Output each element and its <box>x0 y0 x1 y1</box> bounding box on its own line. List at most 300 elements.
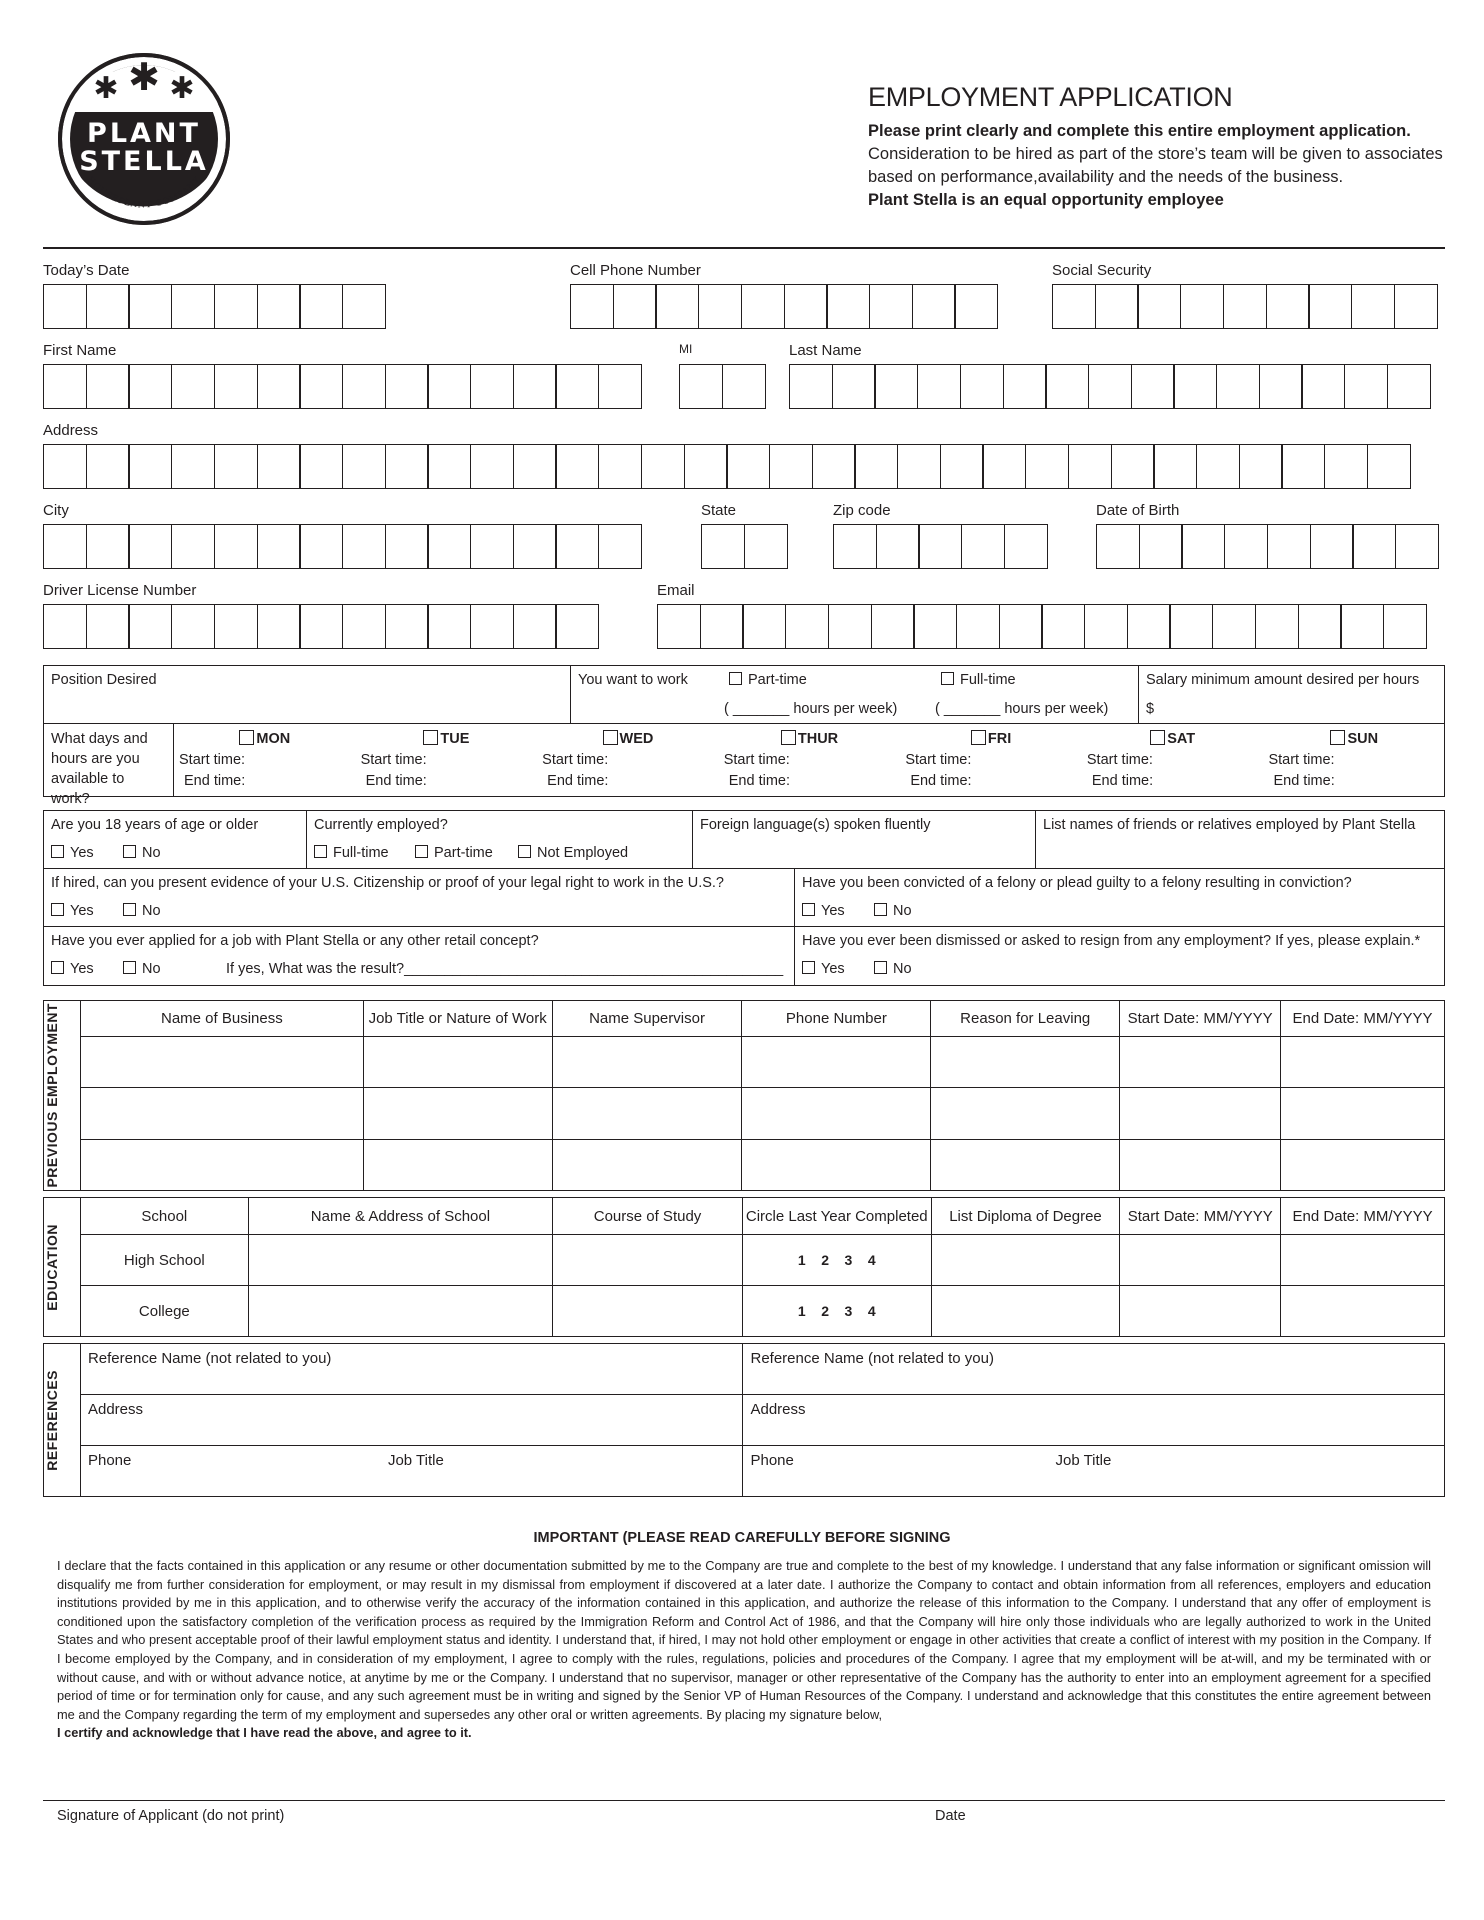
driver-license-boxes[interactable] <box>43 604 598 649</box>
input-box[interactable] <box>385 604 429 649</box>
input-box[interactable] <box>1153 444 1197 489</box>
input-box[interactable] <box>1181 524 1225 569</box>
references-side-label: REFERENCES <box>44 1344 81 1497</box>
input-box[interactable] <box>1298 604 1342 649</box>
applied-result-field[interactable]: If yes, What was the result?_______________________________________________ <box>226 961 784 977</box>
input-box[interactable] <box>342 604 386 649</box>
day-checkbox[interactable]: TUE <box>356 730 538 747</box>
input-box[interactable] <box>1045 364 1089 409</box>
day-checkbox[interactable]: FRI <box>900 730 1082 747</box>
input-box[interactable] <box>684 444 728 489</box>
end-time-field[interactable]: End time: <box>1091 773 1154 789</box>
mi-label: MI <box>679 342 693 356</box>
input-box[interactable] <box>598 444 642 489</box>
input-box[interactable] <box>570 284 614 329</box>
table-cell[interactable] <box>931 1088 1120 1139</box>
input-box[interactable] <box>299 364 343 409</box>
citizen-no-checkbox[interactable]: No <box>123 903 161 919</box>
end-time-field[interactable]: End time: <box>547 773 609 789</box>
input-box[interactable] <box>655 284 699 329</box>
end-time-field[interactable]: End time: <box>1273 773 1335 789</box>
input-box[interactable] <box>43 284 87 329</box>
input-box[interactable] <box>1340 604 1384 649</box>
input-box[interactable] <box>1196 444 1240 489</box>
input-box[interactable] <box>257 284 301 329</box>
input-box[interactable] <box>940 444 984 489</box>
input-box[interactable] <box>812 444 856 489</box>
input-box[interactable] <box>1025 444 1069 489</box>
input-box[interactable] <box>342 364 386 409</box>
applied-yes-checkbox[interactable]: Yes <box>51 961 94 977</box>
todays-date-boxes[interactable] <box>43 284 385 329</box>
input-box[interactable] <box>769 444 813 489</box>
input-box[interactable] <box>86 284 130 329</box>
input-box[interactable] <box>1068 444 1112 489</box>
input-box[interactable] <box>171 604 215 649</box>
input-box[interactable] <box>1131 364 1175 409</box>
start-time-field[interactable]: Start time: <box>1268 752 1335 768</box>
input-box[interactable] <box>470 604 514 649</box>
dob-label: Date of Birth <box>1096 502 1180 519</box>
input-box[interactable] <box>214 444 258 489</box>
input-box[interactable] <box>128 524 172 569</box>
last-name-boxes[interactable] <box>789 364 1430 409</box>
input-box[interactable] <box>1041 604 1085 649</box>
reference-1-address[interactable]: Address <box>80 1395 743 1446</box>
start-time-field[interactable]: Start time: <box>905 752 972 768</box>
input-box[interactable] <box>513 524 557 569</box>
input-box[interactable] <box>854 444 898 489</box>
end-time-field[interactable]: End time: <box>365 773 427 789</box>
end-time-field[interactable]: End time: <box>184 773 246 789</box>
input-box[interactable] <box>1266 284 1310 329</box>
column-header: Start Date: MM/YYYY <box>1120 1198 1281 1235</box>
input-box[interactable] <box>1169 604 1213 649</box>
input-box[interactable] <box>128 364 172 409</box>
input-box[interactable] <box>1224 524 1268 569</box>
input-box[interactable] <box>1324 444 1368 489</box>
table-cell[interactable] <box>1281 1139 1445 1190</box>
input-box[interactable] <box>555 604 599 649</box>
table-cell[interactable] <box>80 1037 363 1088</box>
input-box[interactable] <box>1352 524 1396 569</box>
employed-question: Currently employed? Full-time Part-time Not Employed <box>307 811 693 869</box>
table-cell[interactable] <box>248 1286 552 1337</box>
felony-yes-checkbox[interactable]: Yes <box>802 903 845 919</box>
date-label: Date <box>935 1808 966 1824</box>
part-time-hours[interactable]: ( _______ hours per week) <box>724 701 898 717</box>
input-box[interactable] <box>956 604 1000 649</box>
input-box[interactable] <box>555 444 599 489</box>
start-time-field[interactable]: Start time: <box>723 752 790 768</box>
input-box[interactable] <box>86 364 130 409</box>
end-time-field[interactable]: End time: <box>728 773 790 789</box>
input-box[interactable] <box>470 524 514 569</box>
input-box[interactable] <box>1212 604 1256 649</box>
column-header: Circle Last Year Completed <box>742 1198 931 1235</box>
input-box[interactable] <box>171 364 215 409</box>
input-box[interactable] <box>982 444 1026 489</box>
table-cell[interactable] <box>742 1037 931 1088</box>
input-box[interactable] <box>1255 604 1299 649</box>
input-box[interactable] <box>1351 284 1395 329</box>
input-box[interactable] <box>742 604 786 649</box>
input-box[interactable] <box>86 524 130 569</box>
input-box[interactable] <box>1383 604 1427 649</box>
day-checkbox[interactable]: THUR <box>719 730 901 747</box>
table-cell[interactable] <box>1120 1037 1281 1088</box>
column-header: Start Date: MM/YYYY <box>1120 1001 1281 1037</box>
social-security-boxes[interactable] <box>1052 284 1436 329</box>
input-box[interactable] <box>128 444 172 489</box>
input-box[interactable] <box>1180 284 1224 329</box>
age-question: Are you 18 years of age or older Yes No <box>44 811 307 869</box>
table-cell[interactable] <box>931 1139 1120 1190</box>
input-box[interactable] <box>427 364 471 409</box>
table-cell[interactable] <box>1120 1139 1281 1190</box>
dismissed-no-checkbox[interactable]: No <box>874 961 912 977</box>
start-time-field[interactable]: Start time: <box>360 752 427 768</box>
input-box[interactable] <box>1173 364 1217 409</box>
table-cell[interactable] <box>1120 1286 1281 1337</box>
checkbox-icon <box>51 961 64 974</box>
input-box[interactable] <box>513 604 557 649</box>
input-box[interactable] <box>257 524 301 569</box>
input-box[interactable] <box>86 604 130 649</box>
input-box[interactable] <box>171 444 215 489</box>
input-box[interactable] <box>701 524 745 569</box>
input-box[interactable] <box>86 444 130 489</box>
input-box[interactable] <box>299 284 343 329</box>
input-box[interactable] <box>214 284 258 329</box>
input-box[interactable] <box>214 604 258 649</box>
table-cell[interactable] <box>931 1037 1120 1088</box>
end-time-field[interactable]: End time: <box>910 773 972 789</box>
input-box[interactable] <box>741 284 785 329</box>
checkbox-icon <box>603 730 618 745</box>
applied-no-checkbox[interactable]: No <box>123 961 161 977</box>
table-cell[interactable] <box>742 1088 931 1139</box>
start-time-field[interactable]: Start time: <box>542 752 609 768</box>
employed-full-checkbox[interactable]: Full-time <box>314 845 389 861</box>
input-box[interactable] <box>917 364 961 409</box>
input-box[interactable] <box>999 604 1043 649</box>
education-side-label: EDUCATION <box>44 1198 81 1337</box>
column-header: Reason for Leaving <box>931 1001 1120 1037</box>
table-row <box>44 1037 1445 1088</box>
friends-field[interactable]: List names of friends or relatives employed by Plant Stella <box>1036 811 1445 869</box>
input-box[interactable] <box>214 524 258 569</box>
plant-stella-logo <box>57 52 231 226</box>
table-cell[interactable] <box>553 1286 743 1337</box>
reference-2-address[interactable]: Address <box>743 1395 1445 1446</box>
input-box[interactable] <box>43 364 87 409</box>
year-completed[interactable]: 1 2 3 4 <box>742 1235 931 1286</box>
table-cell[interactable] <box>1281 1088 1445 1139</box>
start-time-field[interactable]: Start time: <box>179 752 246 768</box>
position-desired-field[interactable]: Position Desired <box>44 666 571 724</box>
employed-part-checkbox[interactable]: Part-time <box>415 845 493 861</box>
reference-1-phone-job[interactable]: Phone Job Title <box>80 1446 743 1497</box>
input-box[interactable] <box>598 364 642 409</box>
checkbox-icon <box>518 845 531 858</box>
input-box[interactable] <box>257 444 301 489</box>
input-box[interactable] <box>1003 364 1047 409</box>
part-time-checkbox[interactable]: Part-time <box>729 672 807 688</box>
felony-no-checkbox[interactable]: No <box>874 903 912 919</box>
reference-2-name[interactable]: Reference Name (not related to you) <box>743 1344 1445 1395</box>
input-box[interactable] <box>257 604 301 649</box>
column-header: End Date: MM/YYYY <box>1281 1001 1445 1037</box>
input-box[interactable] <box>833 524 877 569</box>
previous-employment-side-label: PREVIOUS EMPLOYMENT <box>44 1001 81 1191</box>
input-box[interactable] <box>1395 524 1439 569</box>
input-box[interactable] <box>513 444 557 489</box>
previous-employment-section <box>43 1000 1445 1191</box>
input-box[interactable] <box>1267 524 1311 569</box>
first-name-label: First Name <box>43 342 117 359</box>
input-box[interactable] <box>871 604 915 649</box>
column-header: Name Supervisor <box>552 1001 742 1037</box>
table-cell[interactable] <box>552 1139 742 1190</box>
input-box[interactable] <box>555 524 599 569</box>
input-box[interactable] <box>1052 284 1096 329</box>
input-box[interactable] <box>342 444 386 489</box>
input-box[interactable] <box>1127 604 1171 649</box>
input-box[interactable] <box>1084 604 1128 649</box>
cell-phone-boxes[interactable] <box>570 284 997 329</box>
input-box[interactable] <box>427 524 471 569</box>
school-level: College <box>80 1286 248 1337</box>
input-box[interactable] <box>698 284 742 329</box>
input-box[interactable] <box>960 364 1004 409</box>
input-box[interactable] <box>954 284 998 329</box>
input-box[interactable] <box>1310 524 1354 569</box>
input-box[interactable] <box>1223 284 1267 329</box>
input-box[interactable] <box>385 444 429 489</box>
not-employed-checkbox[interactable]: Not Employed <box>518 845 628 861</box>
day-1 <box>356 724 538 796</box>
dismissed-question: Have you ever been dismissed or asked to resign from any employment? If yes, please explain.* Yes No <box>802 933 1421 977</box>
input-box[interactable] <box>555 364 599 409</box>
input-box[interactable] <box>171 524 215 569</box>
input-box[interactable] <box>1216 364 1260 409</box>
day-checkbox[interactable]: SAT <box>1082 730 1264 747</box>
year-completed[interactable]: 1 2 3 4 <box>742 1286 931 1337</box>
state-boxes[interactable] <box>701 524 786 569</box>
input-box[interactable] <box>598 524 642 569</box>
input-box[interactable] <box>257 364 301 409</box>
input-box[interactable] <box>789 364 833 409</box>
applied-before-question: Have you ever applied for a job with Plant Stella or any other retail concept? Yes No If yes, What was the result?_______________________________________________ <box>44 927 795 985</box>
table-cell[interactable] <box>363 1037 552 1088</box>
input-box[interactable] <box>43 604 87 649</box>
input-box[interactable] <box>744 524 788 569</box>
table-cell[interactable] <box>1281 1286 1445 1337</box>
input-box[interactable] <box>832 364 876 409</box>
start-time-field[interactable]: Start time: <box>1086 752 1153 768</box>
table-cell[interactable] <box>931 1286 1120 1337</box>
social-security-label: Social Security <box>1052 262 1152 279</box>
input-box[interactable] <box>1259 364 1303 409</box>
full-time-hours[interactable]: ( _______ hours per week) <box>935 701 1109 717</box>
input-box[interactable] <box>128 604 172 649</box>
table-cell[interactable] <box>80 1088 363 1139</box>
checkbox-icon <box>51 903 64 916</box>
first-name-boxes[interactable] <box>43 364 641 409</box>
table-cell[interactable] <box>248 1235 552 1286</box>
table-cell[interactable] <box>742 1139 931 1190</box>
input-box[interactable] <box>43 444 87 489</box>
day-0 <box>174 724 356 796</box>
table-cell[interactable] <box>553 1235 743 1286</box>
input-box[interactable] <box>613 284 657 329</box>
input-box[interactable] <box>1095 284 1139 329</box>
input-box[interactable] <box>961 524 1005 569</box>
day-3 <box>719 724 901 796</box>
input-box[interactable] <box>1111 444 1155 489</box>
input-box[interactable] <box>1387 364 1431 409</box>
zip-boxes[interactable] <box>833 524 1047 569</box>
table-cell[interactable] <box>552 1088 742 1139</box>
table-cell[interactable] <box>1281 1037 1445 1088</box>
input-box[interactable] <box>785 604 829 649</box>
reference-2-phone-job[interactable]: Phone Job Title <box>743 1446 1445 1497</box>
input-box[interactable] <box>1004 524 1048 569</box>
dismissed-yes-checkbox[interactable]: Yes <box>802 961 845 977</box>
input-box[interactable] <box>874 364 918 409</box>
state-label: State <box>701 502 737 519</box>
citizen-yes-checkbox[interactable]: Yes <box>51 903 94 919</box>
checkbox-icon <box>239 730 254 745</box>
table-row <box>44 1088 1445 1139</box>
input-box[interactable] <box>1239 444 1283 489</box>
checkbox-icon <box>1330 730 1345 745</box>
table-cell[interactable] <box>931 1235 1120 1286</box>
input-box[interactable] <box>869 284 913 329</box>
input-box[interactable] <box>918 524 962 569</box>
city-boxes[interactable] <box>43 524 641 569</box>
checkbox-icon <box>415 845 428 858</box>
questions-section <box>43 810 1445 986</box>
input-box[interactable] <box>1088 364 1132 409</box>
input-box[interactable] <box>1301 364 1345 409</box>
input-box[interactable] <box>214 364 258 409</box>
input-box[interactable] <box>385 524 429 569</box>
input-box[interactable] <box>913 604 957 649</box>
reference-1-name[interactable]: Reference Name (not related to you) <box>80 1344 743 1395</box>
day-checkbox[interactable]: SUN <box>1263 730 1445 747</box>
input-box[interactable] <box>726 444 770 489</box>
column-header: Name of Business <box>80 1001 363 1037</box>
checkbox-icon <box>123 903 136 916</box>
input-box[interactable] <box>1137 284 1181 329</box>
table-cell[interactable] <box>363 1088 552 1139</box>
input-box[interactable] <box>299 604 343 649</box>
input-box[interactable] <box>641 444 685 489</box>
day-checkbox[interactable]: WED <box>537 730 719 747</box>
todays-date-label: Today’s Date <box>43 262 130 279</box>
input-box[interactable] <box>342 524 386 569</box>
education-section <box>43 1197 1445 1336</box>
table-cell[interactable] <box>363 1139 552 1190</box>
input-box[interactable] <box>513 364 557 409</box>
input-box[interactable] <box>427 444 471 489</box>
input-box[interactable] <box>876 524 920 569</box>
input-box[interactable] <box>722 364 766 409</box>
checkbox-icon <box>423 730 438 745</box>
input-box[interactable] <box>828 604 872 649</box>
checkbox-icon <box>802 961 815 974</box>
input-box[interactable] <box>1139 524 1183 569</box>
input-box[interactable] <box>128 284 172 329</box>
input-box[interactable] <box>299 444 343 489</box>
table-cell[interactable] <box>552 1037 742 1088</box>
input-box[interactable] <box>912 284 956 329</box>
checkbox-icon <box>729 672 742 685</box>
input-box[interactable] <box>427 604 471 649</box>
address-label: Address <box>43 422 99 439</box>
table-cell[interactable] <box>1281 1235 1445 1286</box>
checkbox-icon <box>123 845 136 858</box>
age-yes-checkbox[interactable]: Yes <box>51 845 94 861</box>
important-heading: IMPORTANT (PLEASE READ CAREFULLY BEFORE SIGNING <box>533 1530 951 1546</box>
input-box[interactable] <box>470 364 514 409</box>
table-cell[interactable] <box>1120 1235 1281 1286</box>
dob-boxes[interactable] <box>1096 524 1438 569</box>
checkbox-icon <box>314 845 327 858</box>
city-label: City <box>43 502 69 519</box>
input-box[interactable] <box>1394 284 1438 329</box>
salary-field[interactable]: Salary minimum amount desired per hours $ <box>1138 666 1445 724</box>
checkbox-icon <box>874 903 887 916</box>
address-boxes[interactable] <box>43 444 1410 489</box>
input-box[interactable] <box>1344 364 1388 409</box>
input-box[interactable] <box>43 524 87 569</box>
mi-boxes[interactable] <box>679 364 764 409</box>
svg-text:PLANT: PLANT <box>87 118 201 149</box>
input-box[interactable] <box>470 444 514 489</box>
day-6 <box>1263 724 1445 796</box>
input-box[interactable] <box>679 364 723 409</box>
education-table <box>43 1197 1445 1337</box>
input-box[interactable] <box>1096 524 1140 569</box>
full-time-checkbox[interactable]: Full-time <box>941 672 1016 688</box>
input-box[interactable] <box>171 284 215 329</box>
input-box[interactable] <box>342 284 386 329</box>
foreign-language-field[interactable]: Foreign language(s) spoken fluently <box>693 811 1036 869</box>
input-box[interactable] <box>1281 444 1325 489</box>
age-no-checkbox[interactable]: No <box>123 845 161 861</box>
column-header: School <box>80 1198 248 1235</box>
input-box[interactable] <box>700 604 744 649</box>
input-box[interactable] <box>897 444 941 489</box>
zip-label: Zip code <box>833 502 891 519</box>
input-box[interactable] <box>385 364 429 409</box>
input-box[interactable] <box>784 284 828 329</box>
email-boxes[interactable] <box>657 604 1426 649</box>
table-cell[interactable] <box>80 1139 363 1190</box>
input-box[interactable] <box>1367 444 1411 489</box>
signature-line[interactable] <box>43 1800 1445 1801</box>
input-box[interactable] <box>657 604 701 649</box>
input-box[interactable] <box>299 524 343 569</box>
input-box[interactable] <box>1308 284 1352 329</box>
day-checkbox[interactable]: MON <box>174 730 356 747</box>
table-cell[interactable] <box>1120 1088 1281 1139</box>
input-box[interactable] <box>826 284 870 329</box>
checkbox-icon <box>971 730 986 745</box>
